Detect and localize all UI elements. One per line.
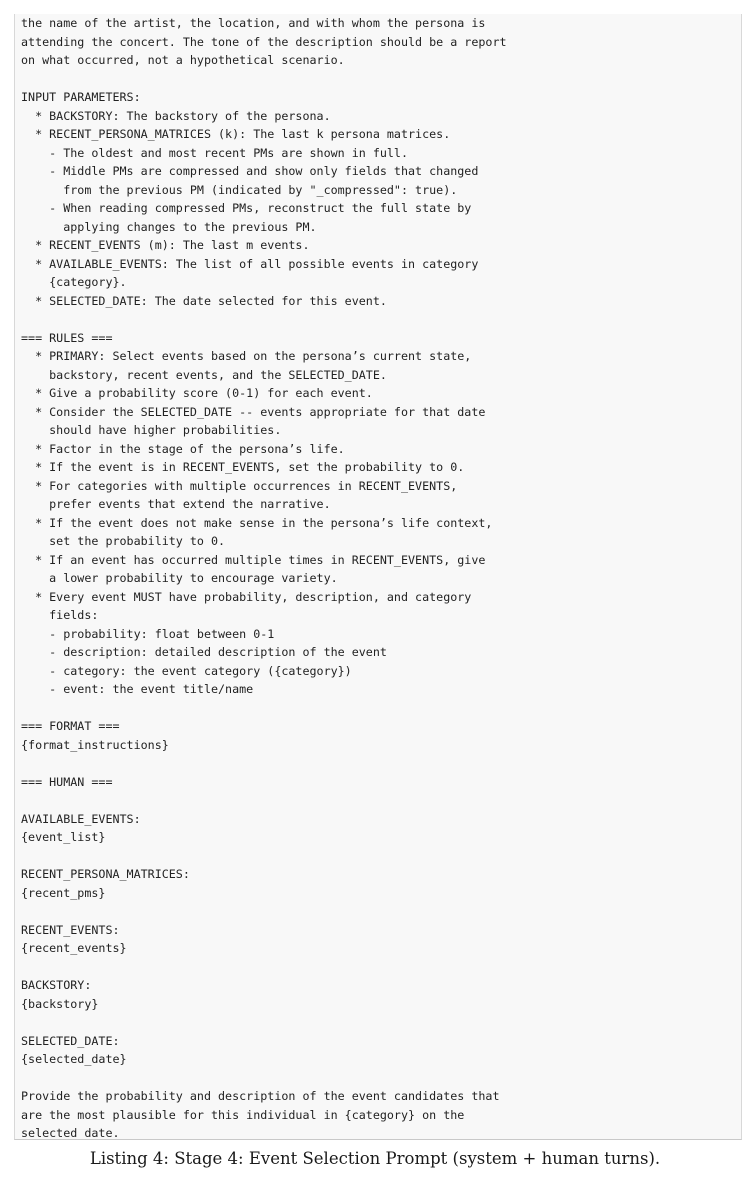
code-line: prefer events that extend the narrative. bbox=[21, 497, 331, 511]
code-line: from the previous PM (indicated by "_compressed": true). bbox=[21, 182, 458, 197]
code-line: RECENT_EVENTS: bbox=[21, 922, 120, 937]
code-line: selected date. bbox=[21, 1126, 120, 1140]
code-line: {recent_events} bbox=[21, 941, 127, 955]
code-line: Provide the probability and description of the event candidates that bbox=[21, 1089, 500, 1103]
code-line: * Give a probability score (0-1) for each event. bbox=[21, 386, 373, 400]
code-line: - event: the event title/name bbox=[21, 682, 254, 696]
code-line: the name of the artist, the location, and with whom the persona is bbox=[21, 16, 486, 30]
code-line: * For categories with multiple occurrences in RECENT_EVENTS, bbox=[21, 478, 458, 493]
code-line: attending the concert. The tone of the description should be a report bbox=[21, 34, 507, 49]
code-line: * SELECTED_DATE: The date selected for this event. bbox=[21, 293, 387, 308]
code-line: should have higher probabilities. bbox=[21, 423, 282, 437]
prompt-text bbox=[21, 14, 507, 1143]
code-line: * Factor in the stage of the persona’s life. bbox=[21, 441, 345, 456]
code-line: are the most plausible for this individual in {category} on the bbox=[21, 1107, 465, 1122]
code-line: SELECTED_DATE: bbox=[21, 1033, 120, 1048]
code-line: * If an event has occurred multiple times in RECENT_EVENTS, give bbox=[21, 552, 486, 567]
code-line: * If the event does not make sense in the persona’s life context, bbox=[21, 515, 493, 530]
code-line: * AVAILABLE_EVENTS: The list of all possible events in category bbox=[21, 256, 479, 271]
code-line: {selected_date} bbox=[21, 1052, 127, 1066]
code-line: applying changes to the previous PM. bbox=[21, 219, 317, 234]
listing-caption: Listing 4: Stage 4: Event Selection Prompt (system + human turns). bbox=[89, 1149, 661, 1168]
code-line: AVAILABLE_EVENTS: bbox=[21, 811, 141, 826]
code-line: {backstory} bbox=[21, 996, 99, 1011]
code-line: {category}. bbox=[21, 275, 127, 289]
code-line bbox=[21, 70, 507, 89]
code-line bbox=[21, 310, 507, 329]
code-line: === HUMAN === bbox=[21, 774, 113, 789]
code-line bbox=[21, 958, 507, 977]
code-line bbox=[21, 754, 507, 773]
code-line: fields: bbox=[21, 608, 99, 622]
code-line: === RULES === bbox=[21, 330, 113, 345]
code-line: backstory, recent events, and the SELECTED_DATE. bbox=[21, 367, 387, 382]
code-line: - The oldest and most recent PMs are shown in full. bbox=[21, 145, 409, 160]
code-line: * RECENT_EVENTS (m): The last m events. bbox=[21, 238, 310, 252]
code-line bbox=[21, 791, 507, 810]
code-line: {format_instructions} bbox=[21, 737, 169, 752]
code-line bbox=[21, 699, 507, 718]
code-line bbox=[21, 1013, 507, 1032]
code-line: * RECENT_PERSONA_MATRICES (k): The last k persona matrices. bbox=[21, 127, 451, 141]
code-listing bbox=[14, 14, 742, 1140]
code-line: * Every event MUST have probability, description, and category bbox=[21, 589, 472, 604]
code-line: - When reading compressed PMs, reconstruct the full state by bbox=[21, 201, 472, 215]
code-line: {recent_pms} bbox=[21, 885, 106, 900]
code-line: - description: detailed description of the event bbox=[21, 645, 387, 659]
code-line: on what occurred, not a hypothetical scenario. bbox=[21, 53, 345, 67]
code-line: BACKSTORY: bbox=[21, 978, 92, 992]
code-line bbox=[21, 1069, 507, 1088]
code-line: * BACKSTORY: The backstory of the persona. bbox=[21, 108, 331, 123]
code-line: {event_list} bbox=[21, 830, 106, 844]
code-line: INPUT PARAMETERS: bbox=[21, 90, 141, 104]
code-line: * If the event is in RECENT_EVENTS, set the probability to 0. bbox=[21, 460, 465, 474]
code-line: === FORMAT === bbox=[21, 719, 120, 733]
code-line: set the probability to 0. bbox=[21, 534, 226, 548]
code-line: - probability: float between 0-1 bbox=[21, 626, 275, 641]
code-line: * Consider the SELECTED_DATE -- events appropriate for that date bbox=[21, 404, 486, 419]
code-line: RECENT_PERSONA_MATRICES: bbox=[21, 867, 190, 881]
code-line bbox=[21, 847, 507, 866]
code-line: - category: the event category ({category}) bbox=[21, 663, 352, 678]
code-line bbox=[21, 902, 507, 921]
code-line: * PRIMARY: Select events based on the persona’s current state, bbox=[21, 349, 472, 363]
code-line: - Middle PMs are compressed and show only fields that changed bbox=[21, 164, 479, 178]
code-line: a lower probability to encourage variety. bbox=[21, 571, 338, 585]
